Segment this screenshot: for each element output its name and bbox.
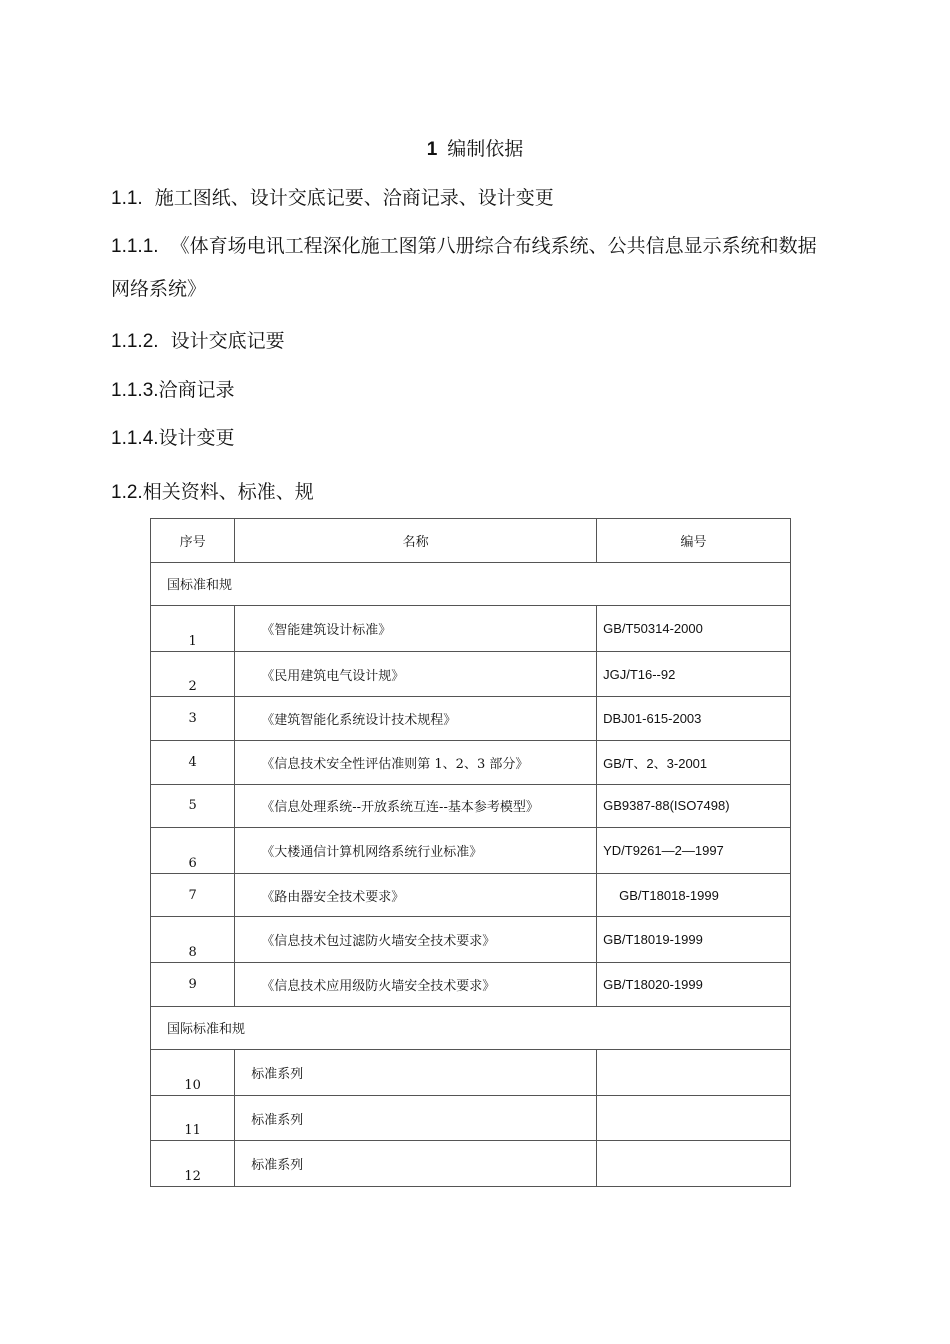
table-row: 1 《智能建筑设计标准》 GB/T50314-2000 <box>151 606 791 652</box>
chapter-number: 1 <box>426 139 438 160</box>
table-row: 3 《建筑智能化系统设计技术规程》 DBJ01-615-2003 <box>151 697 791 741</box>
group-row <box>151 1006 791 1050</box>
group-national: 国标准和规 <box>151 562 791 606</box>
section-1-1-3: 1.1.3.洽商记录 <box>111 379 235 401</box>
section-1-2: 1.2.相关资料、标准、规 <box>111 481 314 503</box>
standards-table <box>150 518 791 1187</box>
table-row: 7 《路由器安全技术要求》 GB/T18018-1999 <box>151 873 791 917</box>
header-name: 名称 <box>235 519 597 563</box>
section-1-1-1: 1.1.1. 《体育场电讯工程深化施工图第八册综合布线系统、公共信息显示系统和数据网络系统》 <box>111 235 817 300</box>
chapter-heading <box>0 134 950 161</box>
table-header-row <box>151 519 791 563</box>
header-no: 序号 <box>151 519 235 563</box>
table-row: 2 《民用建筑电气设计规》 JGJ/T16--92 <box>151 651 791 697</box>
section-1-1-2: 1.1.2. 设计交底记要 <box>111 330 285 352</box>
chapter-title: 编制依据 <box>447 138 524 160</box>
group-international: 国际标准和规 <box>151 1006 791 1050</box>
table-row: 5 《信息处理系统--开放系统互连--基本参考模型》 GB9387-88(ISO7498) <box>151 784 791 828</box>
table-row: 10 标准系列 <box>151 1050 791 1096</box>
section-1-1-4: 1.1.4.设计变更 <box>111 427 235 449</box>
table-row: 8 《信息技术包过滤防火墙安全技术要求》 GB/T18019-1999 <box>151 917 791 963</box>
group-row <box>151 562 791 606</box>
header-code: 编号 <box>597 519 791 563</box>
section-1-1: 1.1. 施工图纸、设计交底记要、洽商记录、设计变更 <box>111 187 554 209</box>
table-row: 9 《信息技术应用级防火墙安全技术要求》 GB/T18020-1999 <box>151 962 791 1006</box>
table-row: 4 《信息技术安全性评估准则第 1、2、3 部分》 GB/T、2、3-2001 <box>151 740 791 784</box>
table-row: 11 标准系列 <box>151 1095 791 1141</box>
table-row: 12 标准系列 <box>151 1141 791 1187</box>
table-row: 6 《大楼通信计算机网络系统行业标准》 YD/T9261—2—1997 <box>151 828 791 874</box>
